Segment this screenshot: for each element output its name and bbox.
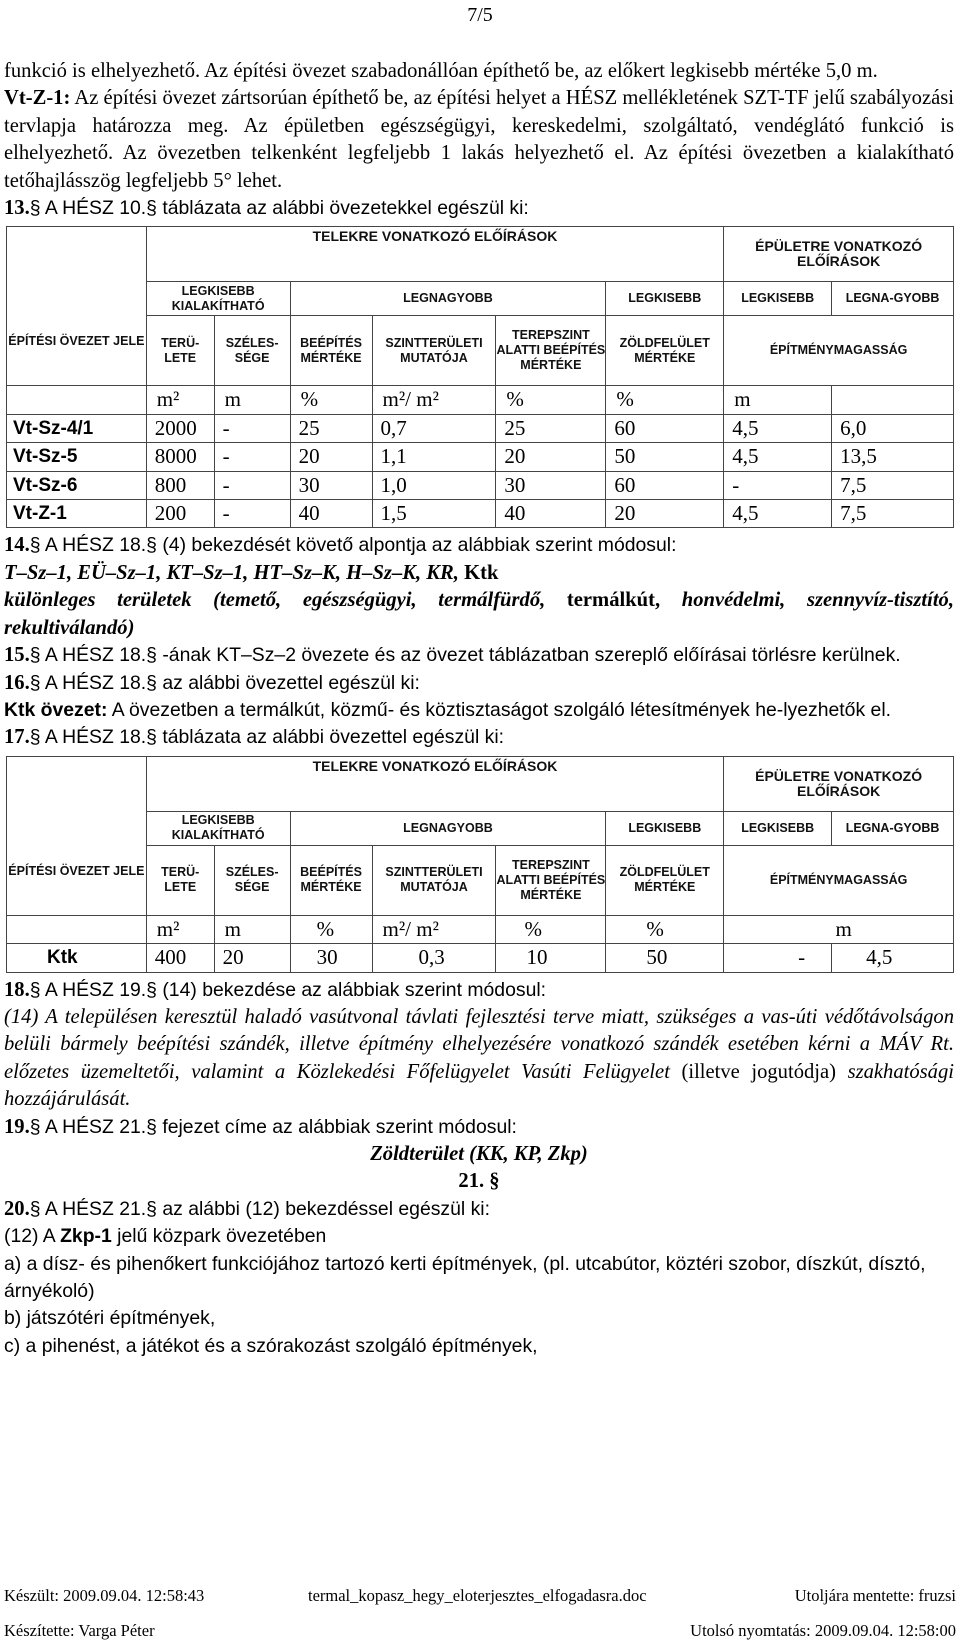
footer-printed: Utolsó nyomtatás: 2009.09.04. 12:58:00 <box>690 1621 956 1640</box>
section-19 <box>4 1114 954 1141</box>
zone-text-vtz1: Az építési övezet zártsorúan építhető be, az építési helyet a HÉSZ mellékletének SZT-TF jelű szabályozási tervlapja határozza meg. Az épületben egészségügyi, kereskedelmi, szolgáltató, vendéglátó funkció is elhelyezhető. Az övezetben telkenként legfeljebb 1 lakás helyezhető el. Az építési övezetben a kialakítható tetőhajlásszög legfeljebb 5° lehet. <box>4 87 954 192</box>
unit-cell: % <box>496 915 606 943</box>
unit-cell-empty <box>7 915 147 943</box>
value-cell: - <box>724 944 832 972</box>
section-number: 20. <box>4 1197 30 1220</box>
value-cell: 60 <box>606 471 724 499</box>
value-cell: 13,5 <box>832 443 954 471</box>
header-floor-ratio: SZINTTERÜLETI MUTATÓJA <box>372 845 496 915</box>
header-building-rules: ÉPÜLETRE VONATKOZÓ ELŐÍRÁSOK <box>724 227 954 282</box>
header-max: LEGNAGYOBB <box>290 282 606 316</box>
section-18 <box>4 977 954 1004</box>
header-area: TERÜ-LETE <box>146 845 214 915</box>
section-number: 14. <box>4 534 30 557</box>
section-text: § A HÉSZ 18.§ (4) bekezdését követő alpontja az alábbiak szerint módosul: <box>29 534 677 557</box>
value-cell: 30 <box>290 471 372 499</box>
header-building-rules: ÉPÜLETRE VONATKOZÓ ELŐÍRÁSOK <box>724 756 954 811</box>
unit-cell: % <box>290 915 372 943</box>
value-cell: 25 <box>290 414 372 442</box>
zone-list <box>4 560 954 587</box>
paragraph-intro: funkció is elhelyezhető. Az építési övezet szabadonállóan építhető be, az előkert legkisebb mértéke 5,0 m. <box>4 60 878 82</box>
value-cell: 40 <box>496 500 606 528</box>
section-number: 13. <box>4 197 30 220</box>
quote-part2: előzetes üzemeltetői, valamint a Közlekedési Főfelügyelet Vasúti Felügyelet <box>4 1060 670 1083</box>
header-coverage: BEÉPÍTÉS MÉRTÉKE <box>290 316 372 386</box>
value-cell: 20 <box>290 443 372 471</box>
section-text: § A HÉSZ 19.§ (14) bekezdése az alábbiak szerint módosul: <box>29 978 547 1001</box>
paragraph-12-zkp: Zkp-1 <box>60 1225 112 1248</box>
header-green: ZÖLDFELÜLET MÉRTÉKE <box>606 316 724 386</box>
value-cell: 0,7 <box>372 414 496 442</box>
header-min-1: LEGKISEBB <box>606 811 724 845</box>
header-max: LEGNAGYOBB <box>290 811 606 845</box>
value-cell: 50 <box>606 443 724 471</box>
section-text: § A HÉSZ 21.§ az alábbi (12) bekezdéssel egészül ki: <box>29 1197 491 1220</box>
value-cell: 30 <box>496 471 606 499</box>
unit-cell: m² <box>146 915 214 943</box>
section-number: 16. <box>4 671 30 694</box>
value-cell: 800 <box>146 471 214 499</box>
unit-cell: m <box>214 386 290 414</box>
table-row <box>7 944 954 972</box>
special-zones-part2: termálkút, <box>566 589 661 612</box>
value-cell: - <box>214 414 290 442</box>
zone-list-codes: T–Sz–1, EÜ–Sz–1, KT–Sz–1, HT–Sz–K, H–Sz–K, KR, <box>4 561 459 584</box>
zone-table-1 <box>6 226 954 528</box>
value-cell: 4,5 <box>832 944 954 972</box>
value-cell: 25 <box>496 414 606 442</box>
header-zone-code: ÉPÍTÉSI ÖVEZET JELE <box>7 756 147 915</box>
section-20 <box>4 1196 954 1223</box>
unit-cell: m² <box>146 386 214 414</box>
list-item-a: a) a dísz- és pihenőkert funkciójához tartozó kerti építmények, (pl. utcabútor, köztéri szobor, díszkút, dísztó, árnyékoló) <box>4 1252 926 1302</box>
header-height: ÉPÍTMÉNYMAGASSÁG <box>724 316 954 386</box>
value-cell: 1,1 <box>372 443 496 471</box>
section-17 <box>4 724 954 751</box>
section-number: 19. <box>4 1115 30 1138</box>
unit-cell-empty <box>7 386 147 414</box>
quote-part3: (illetve jogutódja) <box>681 1060 837 1083</box>
chapter-title: Zöldterület (KK, KP, Zkp) <box>370 1142 588 1165</box>
value-cell: 2000 <box>146 414 214 442</box>
value-cell: 8000 <box>146 443 214 471</box>
list-item-b: b) játszótéri építmények, <box>4 1307 216 1330</box>
value-cell: 20 <box>214 944 290 972</box>
value-cell: - <box>724 471 832 499</box>
section-text: § A HÉSZ 18.§ táblázata az alábbi övezettel egészül ki: <box>29 726 505 749</box>
header-min-formable: LEGKISEBB KIALAKÍTHATÓ <box>146 811 290 845</box>
value-cell: 10 <box>496 944 606 972</box>
ktk-zone-paragraph <box>4 697 954 724</box>
footer-created: Készült: 2009.09.04. 12:58:43 <box>4 1586 205 1605</box>
zone-list-ktk: Ktk <box>464 561 499 584</box>
header-floor-ratio: SZINTTERÜLETI MUTATÓJA <box>372 316 496 386</box>
unit-cell: m²/ m² <box>372 386 496 414</box>
section-number: 17. <box>4 726 30 749</box>
section-15 <box>4 642 954 669</box>
header-plot-rules: TELEKRE VONATKOZÓ ELŐÍRÁSOK <box>146 227 724 282</box>
value-cell: 4,5 <box>724 443 832 471</box>
section-18-quote <box>4 1004 954 1114</box>
section-16 <box>4 670 954 697</box>
header-min-2: LEGKISEBB <box>724 282 832 316</box>
quote-part1: (14) A településen keresztül haladó vasútvonal távlati fejlesztési terve miatt, szükséges a vas-úti védőtávolságon belüli bármely beépítési szándék, illetve építmény elhelyezésére vonatkozó szándék esetében kérni a <box>4 1005 954 1056</box>
header-max-2: LEGNA-GYOBB <box>832 282 954 316</box>
header-width: SZÉLES-SÉGE <box>214 316 290 386</box>
header-max-2: LEGNA-GYOBB <box>832 811 954 845</box>
unit-cell: % <box>290 386 372 414</box>
header-underground: TEREPSZINT ALATTI BEÉPÍTÉS MÉRTÉKE <box>496 845 606 915</box>
zone-label-vtz1: Vt-Z-1: <box>4 87 71 110</box>
value-cell: - <box>214 443 290 471</box>
footer-saved-by: Utoljára mentette: fruzsi <box>794 1586 956 1605</box>
zone-table-2 <box>6 756 954 973</box>
unit-cell: % <box>496 386 606 414</box>
value-cell: 20 <box>496 443 606 471</box>
value-cell: 60 <box>606 414 724 442</box>
value-cell: 1,5 <box>372 500 496 528</box>
unit-cell: % <box>606 915 724 943</box>
header-min-formable: LEGKISEBB KIALAKÍTHATÓ <box>146 282 290 316</box>
unit-cell: m <box>214 915 290 943</box>
table-row <box>7 471 954 499</box>
section-13 <box>4 195 954 222</box>
value-cell: 6,0 <box>832 414 954 442</box>
value-cell: - <box>214 471 290 499</box>
section-number: 18. <box>4 978 30 1001</box>
value-cell: 200 <box>146 500 214 528</box>
table-row <box>7 414 954 442</box>
value-cell: 0,3 <box>372 944 496 972</box>
paragraph-vtz1 <box>4 85 954 195</box>
value-cell: 20 <box>606 500 724 528</box>
quote-mav: MÁV Rt. <box>879 1033 954 1056</box>
zone-code: Vt-Z-1 <box>7 500 147 528</box>
value-cell: 1,0 <box>372 471 496 499</box>
ktk-zone-text: A övezetben a termálkút, közmű- és köztisztaságot szolgáló létesítmények he-lyezhetők el. <box>107 698 892 721</box>
value-cell: - <box>214 500 290 528</box>
value-cell: 4,5 <box>724 500 832 528</box>
table-row <box>7 443 954 471</box>
value-cell: 7,5 <box>832 471 954 499</box>
section-text: § A HÉSZ 10.§ táblázata az alábbi övezetekkel egészül ki: <box>29 197 529 220</box>
table-row <box>7 500 954 528</box>
special-zones-part1: különleges területek (temető, egészségügyi, termálfürdő, <box>4 589 546 612</box>
quote-part4: szakhatósági hozzájárulását. <box>4 1060 954 1111</box>
header-min-2: LEGKISEBB <box>724 811 832 845</box>
value-cell: 30 <box>290 944 372 972</box>
section-number: 15. <box>4 644 30 667</box>
section-text: § A HÉSZ 18.§ -ának KT–Sz–2 övezete és az övezet táblázatban szereplő előírásai törlésre kerülnek. <box>29 644 901 667</box>
section-text: § A HÉSZ 18.§ az alábbi övezettel egészül ki: <box>29 671 420 694</box>
header-zone-code: ÉPÍTÉSI ÖVEZET JELE <box>7 227 147 386</box>
header-green: ZÖLDFELÜLET MÉRTÉKE <box>606 845 724 915</box>
unit-cell: % <box>606 386 724 414</box>
value-cell: 7,5 <box>832 500 954 528</box>
zone-code: Vt-Sz-6 <box>7 471 147 499</box>
special-zones-part3: honvédelmi, szennyvíz-tisztító, rekultiválandó) <box>4 589 954 639</box>
header-area: TERÜ-LETE <box>146 316 214 386</box>
chapter-paragraph-sign: 21. § <box>458 1170 500 1193</box>
unit-cell: m <box>724 386 832 414</box>
section-14 <box>4 532 954 559</box>
value-cell: 400 <box>146 944 214 972</box>
header-underground: TEREPSZINT ALATTI BEÉPÍTÉS MÉRTÉKE <box>496 316 606 386</box>
document-body <box>4 58 954 1360</box>
header-plot-rules: TELEKRE VONATKOZÓ ELŐÍRÁSOK <box>146 756 723 811</box>
zone-code: Vt-Sz-5 <box>7 443 147 471</box>
footer-filename: termal_kopasz_hegy_eloterjesztes_elfogadasra.doc <box>308 1586 647 1605</box>
header-height: ÉPÍTMÉNYMAGASSÁG <box>724 845 954 915</box>
unit-cell: m²/ m² <box>372 915 496 943</box>
ktk-zone-label: Ktk övezet: <box>4 698 108 721</box>
value-cell: 40 <box>290 500 372 528</box>
paragraph-12 <box>4 1223 954 1250</box>
header-coverage: BEÉPÍTÉS MÉRTÉKE <box>290 845 372 915</box>
header-width: SZÉLES-SÉGE <box>214 845 290 915</box>
zone-code: Ktk <box>7 944 147 972</box>
value-cell: 4,5 <box>724 414 832 442</box>
special-zones <box>4 587 954 642</box>
zone-code: Vt-Sz-4/1 <box>7 414 147 442</box>
list-item-c: c) a pihenést, a játékot és a szórakozást szolgáló építmények, <box>4 1334 538 1357</box>
paragraph-12-pre: (12) A <box>4 1225 55 1248</box>
header-min-1: LEGKISEBB <box>606 282 724 316</box>
zone-table-2-grid <box>6 756 954 973</box>
page-number: 7/5 <box>467 4 493 26</box>
section-text: § A HÉSZ 21.§ fejezet címe az alábbiak szerint módosul: <box>29 1115 517 1138</box>
footer-author: Készítette: Varga Péter <box>4 1621 155 1640</box>
zone-table-1-grid <box>6 226 954 528</box>
unit-cell <box>832 386 954 414</box>
unit-cell: m <box>724 915 954 943</box>
paragraph-12-post: jelű közpark övezetében <box>117 1225 327 1248</box>
value-cell: 50 <box>606 944 724 972</box>
